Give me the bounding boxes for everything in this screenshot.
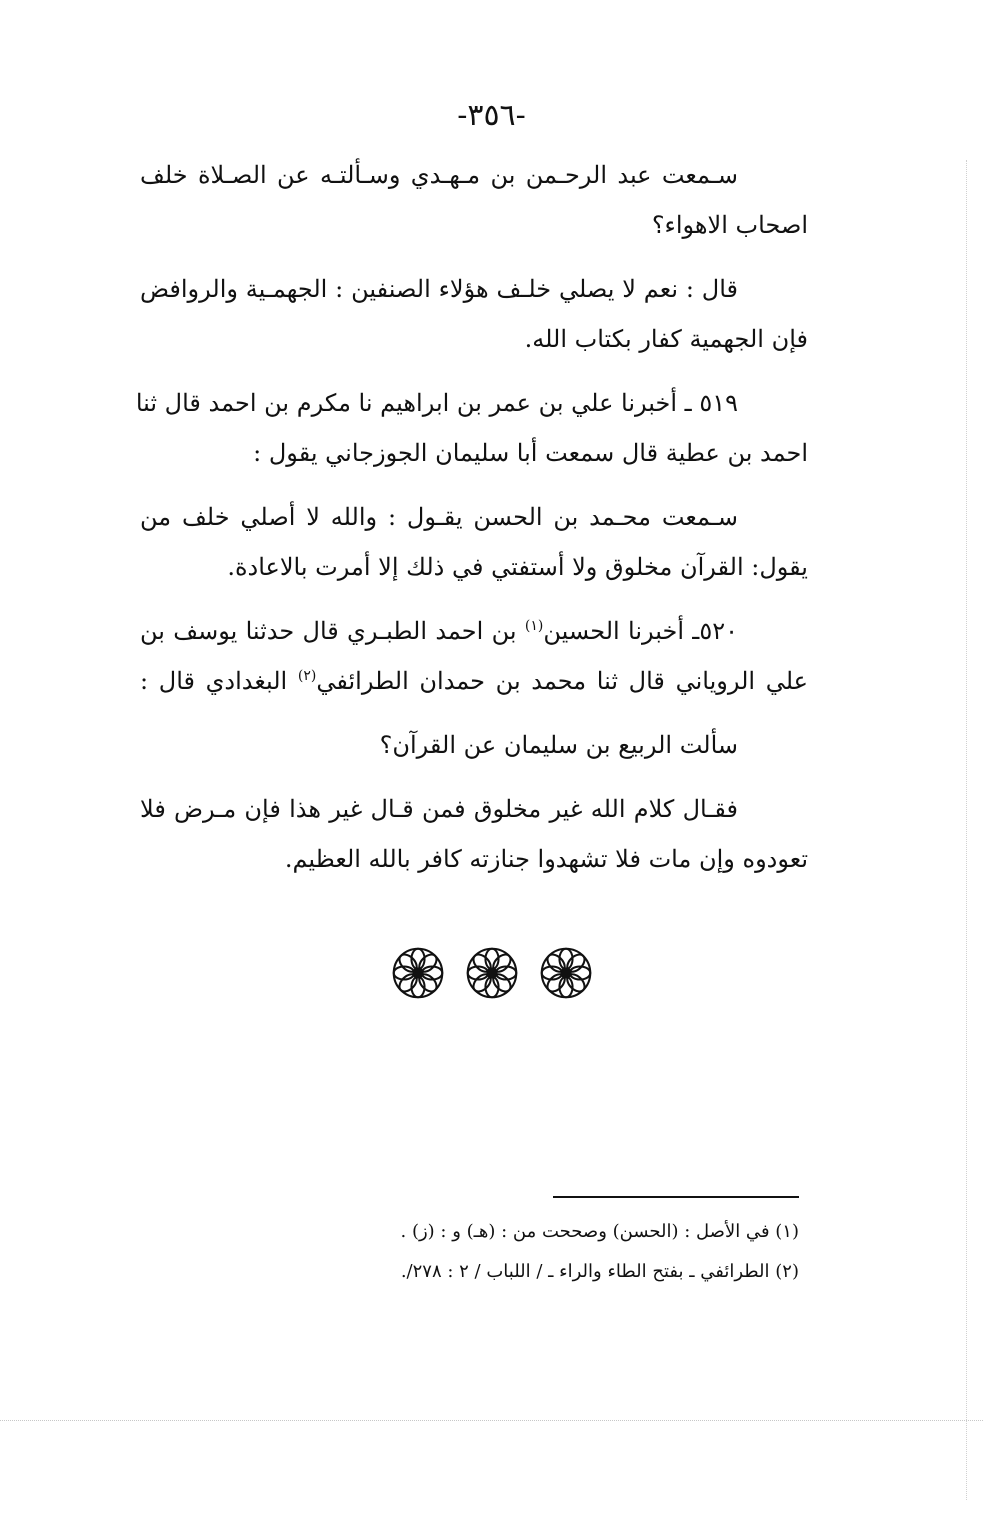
flower-ornament-icon (464, 945, 520, 1001)
body-text (135, 150, 808, 898)
text-line: يقول: القرآن مخلوق ولا أستفتي في ذلك إلا أمرت بالاعادة. (227, 553, 808, 581)
text-line (140, 606, 808, 656)
page-number: -٣٥٦- (457, 98, 526, 133)
paragraph-2 (140, 264, 808, 364)
paragraph-1 (140, 150, 808, 250)
footnote-separator (553, 1196, 799, 1198)
text-line: سـمعت محـمد بن الحسن يقـول : والله لا أصلي خلف من (140, 503, 738, 531)
paragraph-4 (140, 492, 808, 592)
footnote-2: (٢) الطرائفي ـ بفتح الطاء والراء ـ / اللباب / ٢ : ٢٧٨/. (400, 1261, 799, 1282)
flower-ornament-icon (538, 945, 594, 1001)
footnotes (300, 1212, 799, 1292)
scan-edge-line (0, 1420, 983, 1421)
text-segment: البغدادي قال : (140, 667, 288, 695)
ornament-divider (0, 945, 983, 1005)
text-segment: ٥٢٠ـ أخبرنا الحسين (543, 617, 738, 645)
footnote-1: (١) في الأصل : (الحسن) وصححت من : (هـ) و : (ز) . (400, 1221, 799, 1242)
text-segment: بن احمد الطبـري قال حدثنا يوسف بن (140, 617, 517, 645)
text-line: ٥١٩ ـ أخبرنا علي بن عمر بن ابراهيم نا مكرم بن احمد قال ثنا (135, 389, 738, 417)
text-segment: علي الروياني قال ثنا محمد بن حمدان الطرائفي (316, 667, 808, 695)
text-line: اصحاب الاهواء؟ (651, 211, 808, 239)
paragraph-6 (140, 720, 808, 770)
text-line (140, 656, 808, 706)
text-line: فإن الجهمية كفار بكتاب الله. (524, 325, 808, 353)
flower-ornament-icon (390, 945, 446, 1001)
paragraph-7 (140, 784, 808, 884)
text-line: فقـال كلام الله غير مخلوق فمن قـال غير هذا فإن مـرض فلا (140, 795, 738, 823)
scan-edge-line (966, 160, 967, 1500)
text-line: احمد بن عطية قال سمعت أبا سليمان الجوزجاني يقول : (253, 439, 808, 467)
text-line: قال : نعم لا يصلي خلـف هؤلاء الصنفين : الجهمـية والروافض (140, 275, 738, 303)
text-line: تعودوه وإن مات فلا تشهدوا جنازته كافر بالله العظيم. (284, 845, 808, 873)
text-line: سـمعت عبد الرحـمن بن مـهـدي وسـألتـه عن الصـلاة خلف (140, 161, 738, 189)
text-line: سألت الربيع بن سليمان عن القرآن؟ (379, 731, 738, 759)
footnote-marker: (٢) (297, 668, 317, 684)
paragraph-5 (140, 606, 808, 706)
paragraph-3 (135, 378, 808, 478)
footnote-marker: (١) (524, 618, 544, 634)
